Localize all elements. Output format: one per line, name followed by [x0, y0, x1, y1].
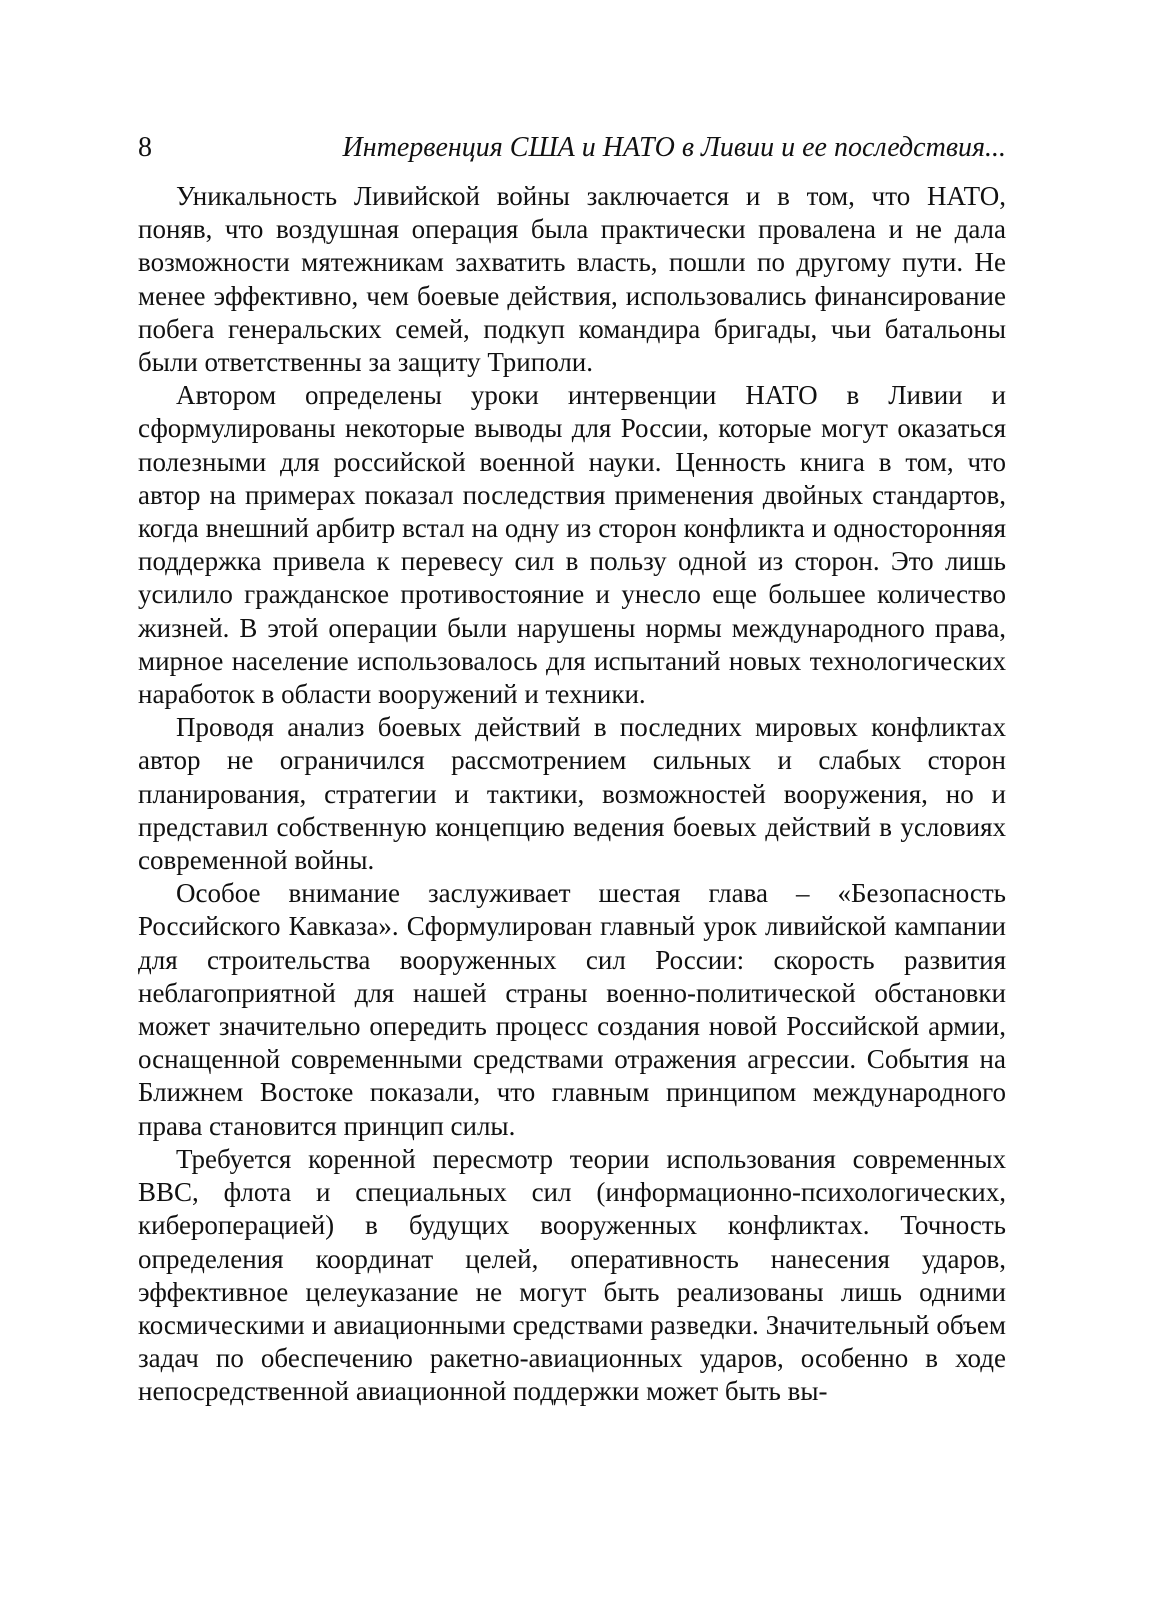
paragraph: Проводя анализ боевых действий в последних мировых конфликтах автор не ограничился рассмотрением сильных и слабых сторон планирования, стратегии и тактики, возможностей вооружения, но и представил собственную концепцию ведения боевых действий в условиях современной войны. [138, 712, 1006, 876]
paragraph: Требуется коренной пересмотр теории использования современных ВВС, флота и специальных сил (информационно-психологических, кибероперацией) в будущих вооруженных конфликтах. Точность определения координат целей, оперативность нанесения ударов, эффективное целеуказание не могут быть реализованы лишь одними космическими и авиационными средствами разведки. Значительный объем задач по обеспечению ракетно-авиационных ударов, особенно в ходе непосредственной авиационной поддержки может быть вы- [138, 1143, 1006, 1407]
page-header [138, 128, 1006, 168]
body-text [138, 180, 1006, 1409]
paragraph: Уникальность Ливийской войны заключается и в том, что НАТО, поняв, что воздушная операция была практически провалена и не дала возможности мятежникам захватить власть, пошли по другому пути. Не менее эффективно, чем боевые действия, использовались финансирование побега генеральских семей, подкуп командира бригады, чьи батальоны были ответственны за защиту Триполи. [138, 181, 1006, 378]
running-title: Интервенция США и НАТО в Ливии и ее последствия... [342, 132, 1006, 163]
paragraph: Автором определены уроки интервенции НАТО в Ливии и сформулированы некоторые выводы для России, которые могут оказаться полезными для российской военной науки. Ценность книга в том, что автор на примерах показал последствия применения двойных стандартов, когда внешний арбитр встал на одну из сторон конфликта и односторонняя поддержка привела к перевесу сил в пользу одной из сторон. Это лишь усилило гражданское противостояние и унесло еще большее количество жизней. В этой операции были нарушены нормы международного права, мирное население использовалось для испытаний новых технологических наработок в области вооружений и техники. [138, 380, 1006, 710]
paragraph: Особое внимание заслуживает шестая глава – «Безопасность Российского Кавказа». Сформулирован главный урок ливийской кампании для строительства вооруженных сил России: скорость развития неблагоприятной для нашей страны военно-политической обстановки может значительно опередить процесс создания новой Российской армии, оснащенной современными средствами отражения агрессии. События на Ближнем Востоке показали, что главным принципом международного права становится принцип силы. [138, 878, 1006, 1141]
page-number: 8 [138, 132, 152, 163]
